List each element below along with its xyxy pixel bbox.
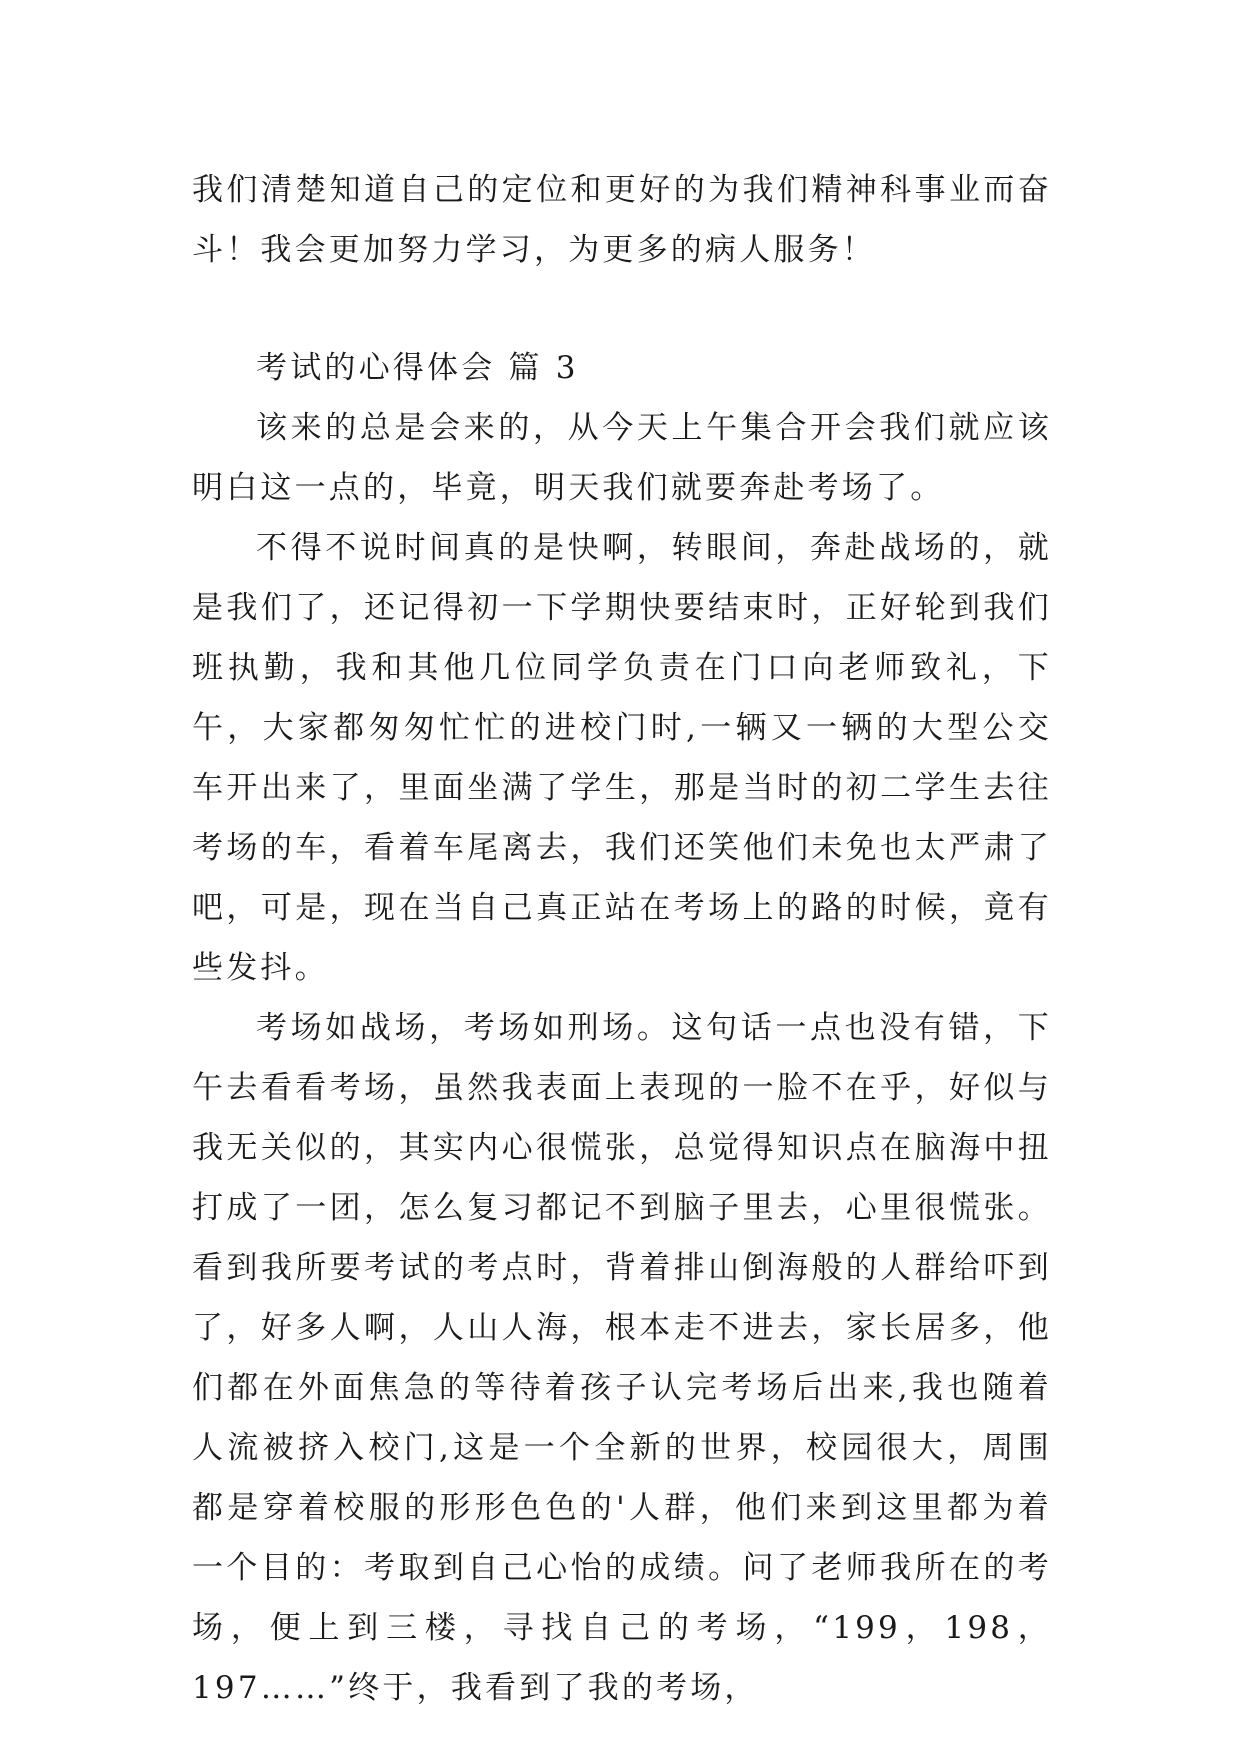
document-body	[192, 160, 1052, 1718]
paragraph-1: 该来的总是会来的，从今天上午集合开会我们就应该明白这一点的，毕竟，明天我们就要奔赴考场了。	[192, 410, 1052, 506]
paragraph-3: 考场如战场，考场如刑场。这句话一点也没有错，下午去看看考场，虽然我表面上表现的一脸不在乎，好似与我无关似的，其实内心很慌张，总觉得知识点在脑海中扭打成了一团，怎么复习都记不到脑子里去，心里很慌张。看到我所要考试的考点时，背着排山倒海般的人群给吓到了，好多人啊，人山人海，根本走不进去，家长居多，他们都在外面焦急的等待着孩子认完考场后出来,我也随着人流被挤入校门,这是一个全新的世界，校园很大，周围都是穿着校服的形形色色的'人群，他们来到这里都为着一个目的：考取到自己心怡的成绩。问了老师我所在的考场，便上到三楼，寻找自己的考场，“199，198，197……”终于，我看到了我的考场，	[192, 1010, 1052, 1706]
section-heading: 考试的心得体会 篇 3	[256, 350, 579, 386]
carryover-paragraph: 我们清楚知道自己的定位和更好的为我们精神科事业而奋斗！我会更加努力学习，为更多的病人服务！	[192, 172, 1052, 268]
paragraph-2: 不得不说时间真的是快啊，转眼间，奔赴战场的，就是我们了，还记得初一下学期快要结束时，正好轮到我们班执勤，我和其他几位同学负责在门口向老师致礼，下午，大家都匆匆忙忙的进校门时,一辆又一辆的大型公交车开出来了，里面坐满了学生，那是当时的初二学生去往考场的车，看着车尾离去，我们还笑他们未免也太严肃了吧，可是，现在当自己真正站在考场上的路的时候，竟有些发抖。	[192, 530, 1052, 986]
